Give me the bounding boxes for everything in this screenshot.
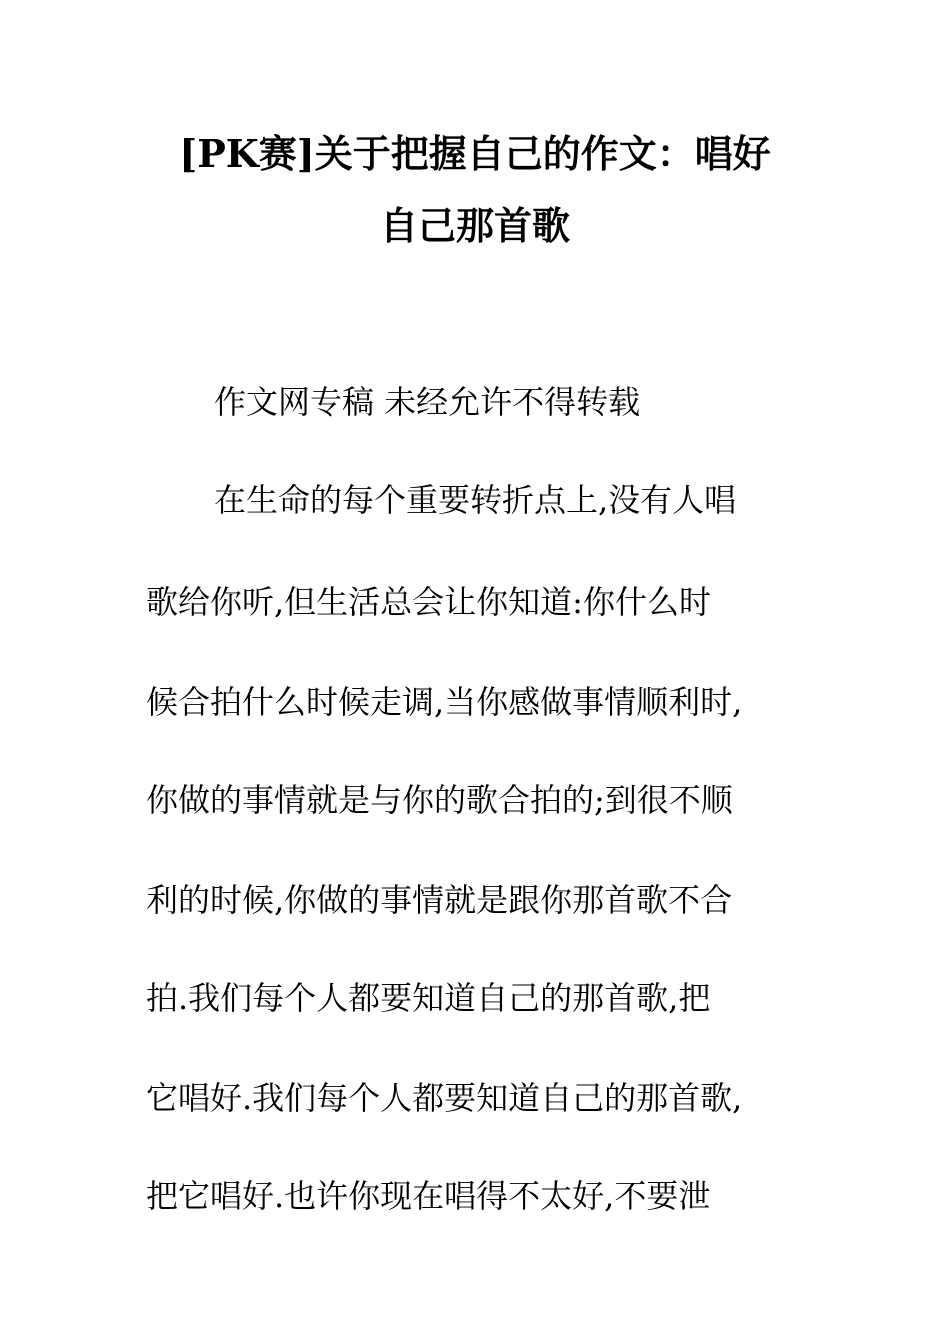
document-title-line-1: [PK赛]关于把握自己的作文：唱好 <box>179 131 771 176</box>
body-line-6: 拍.我们每个人都要知道自己的那首歌,把 <box>146 979 711 1017</box>
body-line-3: 候合拍什么时候走调,当你感做事情顺利时, <box>146 683 743 721</box>
body-line-7: 它唱好.我们每个人都要知道自己的那首歌, <box>146 1079 743 1117</box>
body-line-1: 在生命的每个重要转折点上,没有人唱 <box>214 481 737 519</box>
body-line-5: 利的时候,你做的事情就是跟你那首歌不合 <box>146 881 733 919</box>
document-title-line-2: 自己那首歌 <box>379 203 570 248</box>
body-line-8: 把它唱好.也许你现在唱得不太好,不要泄 <box>146 1177 711 1215</box>
source-note: 作文网专稿 未经允许不得转载 <box>214 383 641 421</box>
body-line-2: 歌给你听,但生活总会让你知道:你什么时 <box>146 583 711 621</box>
body-line-4: 你做的事情就是与你的歌合拍的;到很不顺 <box>146 781 733 819</box>
